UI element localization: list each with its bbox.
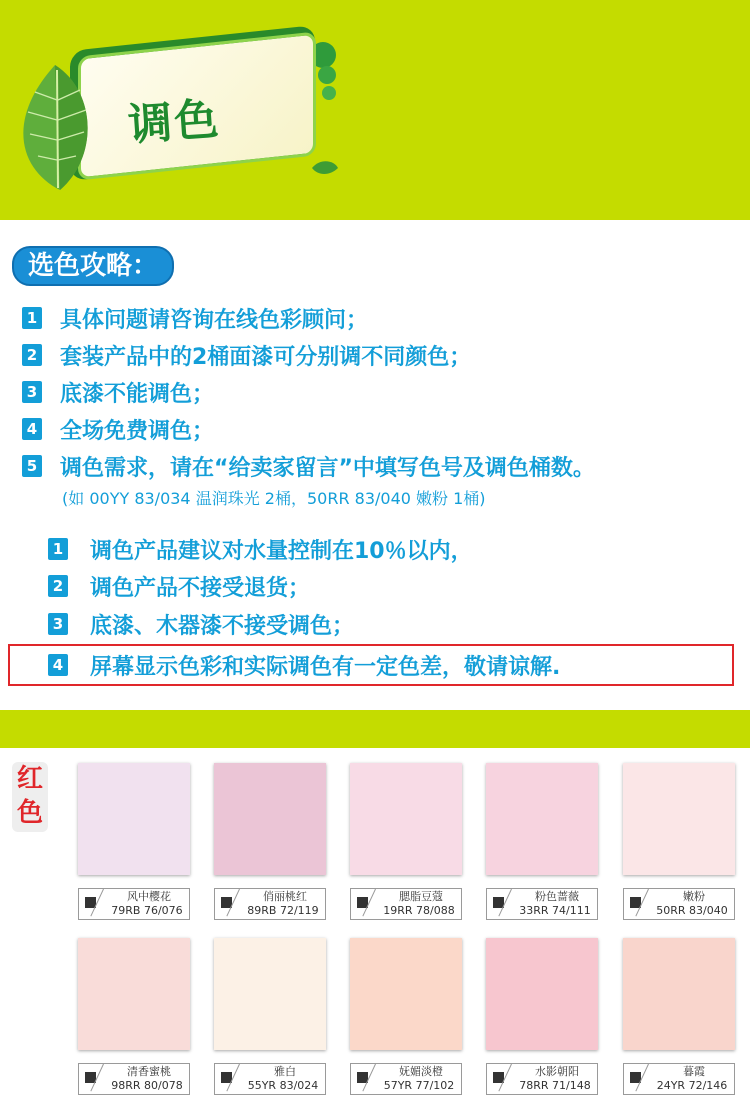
tip-4 xyxy=(22,414,214,444)
swatch-name: 嫩粉 xyxy=(683,890,705,903)
color-swatch[interactable] xyxy=(78,763,190,875)
banner xyxy=(0,0,750,220)
note-4 xyxy=(48,649,560,681)
note-number: 3 xyxy=(48,613,68,635)
swatch-section xyxy=(0,748,750,1100)
tip-number: 2 xyxy=(22,344,42,366)
swatch-name: 水影朝阳 xyxy=(535,1065,579,1078)
tip-number: 1 xyxy=(22,307,42,329)
swatch-code: 24YR 72/146 xyxy=(656,1079,728,1092)
color-swatch[interactable] xyxy=(350,938,462,1050)
color-swatch[interactable] xyxy=(214,763,326,875)
small-leaf-icon xyxy=(310,158,340,178)
swatch-name: 雅白 xyxy=(274,1065,296,1078)
color-swatch[interactable] xyxy=(78,938,190,1050)
tip-5 xyxy=(22,451,595,481)
note-number: 1 xyxy=(48,538,68,560)
guide-header: 选色攻略： xyxy=(12,246,174,286)
swatch-label xyxy=(350,888,462,920)
color-swatch[interactable] xyxy=(486,763,598,875)
note-1 xyxy=(48,533,473,565)
leaf-icon xyxy=(0,60,110,200)
note-text: 屏幕显示色彩和实际调色有一定色差，敬请谅解. xyxy=(90,654,561,680)
tip-text: 具体问题请咨询在线色彩顾问； xyxy=(60,307,369,333)
tip-text: 全场免费调色； xyxy=(60,418,215,444)
color-swatch[interactable] xyxy=(623,763,735,875)
swatch-code: 57YR 77/102 xyxy=(383,1079,455,1092)
tip-text: 调色需求，请在“给卖家留言”中填写色号及调色桶数。 xyxy=(60,455,595,481)
tip-1 xyxy=(22,303,368,333)
swatch-code: 55YR 83/024 xyxy=(247,1079,319,1092)
swatch-label xyxy=(214,888,326,920)
color-swatch[interactable] xyxy=(214,938,326,1050)
tip-text: 底漆不能调色； xyxy=(60,381,215,407)
tip-number: 4 xyxy=(22,418,42,440)
note-2 xyxy=(48,570,310,602)
note-number: 4 xyxy=(48,654,68,676)
guide-section xyxy=(0,220,750,710)
swatch-code: 79RB 76/076 xyxy=(111,904,183,917)
swatch-label xyxy=(486,888,598,920)
color-swatch[interactable] xyxy=(623,938,735,1050)
tip-2 xyxy=(22,340,471,370)
swatch-name: 妩媚淡橙 xyxy=(399,1065,443,1078)
swatch-code: 98RR 80/078 xyxy=(111,1079,183,1092)
tip-number: 5 xyxy=(22,455,42,477)
swatch-name: 暮霞 xyxy=(683,1065,705,1078)
swatch-code: 19RR 78/088 xyxy=(383,904,455,917)
swatch-code: 78RR 71/148 xyxy=(519,1079,591,1092)
note-text: 底漆、木器漆不接受调色； xyxy=(90,613,355,639)
decor-dot xyxy=(318,66,336,84)
color-swatch[interactable] xyxy=(350,763,462,875)
tip-number: 3 xyxy=(22,381,42,403)
swatch-label xyxy=(214,1063,326,1095)
swatch-label xyxy=(78,888,190,920)
swatch-label xyxy=(78,1063,190,1095)
tip-3 xyxy=(22,377,214,407)
swatch-label xyxy=(623,1063,735,1095)
section-divider xyxy=(0,710,750,748)
swatch-code: 33RR 74/111 xyxy=(519,904,591,917)
swatch-name: 腮脂豆蔻 xyxy=(399,890,443,903)
category-label: 红色 xyxy=(12,762,48,832)
note-text: 调色产品不接受退货； xyxy=(90,575,311,601)
swatch-name: 俏丽桃红 xyxy=(263,890,307,903)
decor-dot xyxy=(322,86,336,100)
swatch-code: 89RB 72/119 xyxy=(247,904,319,917)
swatch-label xyxy=(350,1063,462,1095)
tip-text: 套装产品中的2桶面漆可分别调不同颜色； xyxy=(60,344,472,370)
swatch-label xyxy=(486,1063,598,1095)
tip-example: (如 00YY 83/034 温润珠光 2桶，50RR 83/040 嫩粉 1桶) xyxy=(62,489,486,508)
swatch-code: 50RR 83/040 xyxy=(656,904,728,917)
swatch-label xyxy=(623,888,735,920)
note-3 xyxy=(48,608,354,640)
color-swatch[interactable] xyxy=(486,938,598,1050)
swatch-name: 风中樱花 xyxy=(127,890,171,903)
note-number: 2 xyxy=(48,575,68,597)
note-text: 调色产品建议对水量控制在10％以内， xyxy=(90,538,473,564)
swatch-name: 清香蜜桃 xyxy=(127,1065,171,1078)
banner-title: 调色 xyxy=(126,93,222,152)
swatch-name: 粉色蔷薇 xyxy=(535,890,579,903)
